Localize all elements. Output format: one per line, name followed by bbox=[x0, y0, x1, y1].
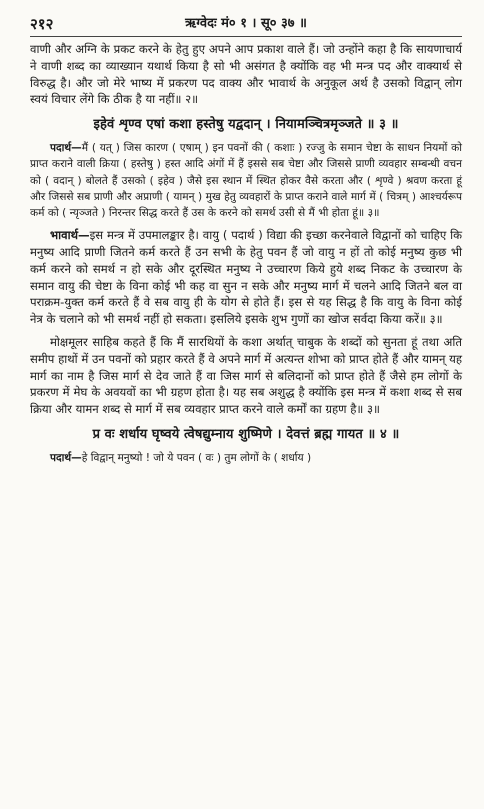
running-title: ऋग्वेदः मं० १ । सू० ३७ ॥ bbox=[185, 16, 307, 31]
padartha-text: हे विद्वान् मनुष्यो ! जो ये पवन ( वः ) तुम लोगों के ( शर्धाय ) bbox=[81, 451, 312, 464]
page-number: २१२ bbox=[30, 15, 54, 33]
commentary-paragraph-2: मोक्षमूलर साहिब कहते हैं कि मैं सारथियों के कशा अर्थात् चाबुक के शब्दों को सुनता हूं तथा अति समीप हाथों में उन पवनों को प्रहार करते हैं वे अपने मार्ग में अत्यन्त शोभा को प्राप्त होते हैं और यामन् यह मार्ग का नाम है जिस मार्ग से देव जाते हैं वा जिस मार्ग से बलिदानों को प्राप्त होते हैं जैसे हम लोगों के प्रकरण में मेघ के अवयवों का भी ग्रहण होता है। यह सब अशुद्ध है क्योंकि इस मन्त्र में कशा शब्द से सब क्रिया और यामन शब्द से मार्ग में सब व्यवहार प्राप्त करने वाले कर्मों का ग्रहण है॥ ३॥ bbox=[30, 334, 462, 417]
padartha-label: पदार्थ— bbox=[50, 142, 82, 155]
page bbox=[30, 8, 462, 803]
bhavartha-text: इस मन्त्र में उपमालङ्कार है। वायु ( पदार्थ ) विद्या की इच्छा करनेवाले विद्वानों को चाहिए कि मनुष्य आदि प्राणी जितने कर्म करते हैं उन सभी के हेतु पवन हैं जो वायु न हों तो कोई मनुष्य कुछ भी कर्म करने को समर्थ न हो सके और दूरस्थित मनुष्य ने उच्चारण किये हुये शब्द निकट के उच्चारण के समान वायु की चेष्टा के विना कोई भी कह वा सुन न सके और मनुष्य मार्ग में चलने आदि जितने बल वा पराक्रम-युक्त कर्म करते हैं वे सब वायु ही के योग से होते हैं। इस से यह सिद्ध है कि वायु के विना कोई नेत्र के चलाने को भी समर्थ नहीं हो सकता। इसलिये इसके शुभ गुणों का खोज सर्वदा किया करें॥ ३॥ bbox=[30, 228, 462, 327]
padartha-verse-4 bbox=[30, 450, 462, 466]
bhavartha-verse-3 bbox=[30, 227, 462, 328]
padartha-text: मैं ( यत् ) जिस कारण ( एषाम् ) इन पवनों की ( कशाः ) रज्जु के समान चेष्टा के साधन नियमों को प्राप्त कराने वाली क्रिया ( हस्तेषु ) हस्त आदि अंगों में हैं इससे सब चेष्टा और जिससे प्राणी व्यवहार सम्बन्धी वचन को ( वदान् ) बोलते हैं उसको ( इहेव ) जैसे इस स्थान में स्थित होकर वैसे करता और ( शृण्वे ) श्रवण करता हूं और जिससे सब प्राणी और अप्राणी ( यामन् ) मुख हेतु व्यवहारों के प्राप्त कराने वाले मार्ग में ( चित्रम् ) आश्चर्यरूप कर्म को ( न्यृञ्जते ) निरन्तर सिद्ध करते हैं उस के करने को समर्थ उसी से मैं भी होता हूं॥ ३॥ bbox=[30, 142, 462, 219]
padartha-label: पदार्थ— bbox=[50, 451, 82, 464]
mantra-verse-4: प्र वः शर्धाय घृष्वये त्वेषद्युम्नाय शुष्मिणे । देवत्तं ब्रह्म गायत ॥ ४ ॥ bbox=[92, 426, 400, 442]
padartha-verse-3 bbox=[30, 140, 462, 221]
mantra-verse-3: इहेवं शृण्व एषां कशा हस्तेषु यद्वदान् । नियामञ्चित्रमृञ्जते ॥ ३ ॥ bbox=[93, 117, 399, 133]
commentary-paragraph-1: वाणी और अग्नि के प्रकट करने के हेतु हुए अपने आप प्रकाश वाले हैं। जो उन्होंने कहा है कि सायणाचार्य ने वाणी शब्द का व्याख्यान यथार्थ किया है सो भी असंगत है क्योंकि वह भी मन्त्र पद और वाक्यार्थ से विरुद्ध है। और जो मेरे भाष्य में प्रकरण पद वाक्य और भावार्थ के अनुकूल अर्थ है उसको विद्वान् लोग स्वयं विचार लेंगे कि ठीक है या नहीं॥ २॥ bbox=[30, 42, 462, 107]
bhavartha-label: भावार्थ— bbox=[50, 228, 90, 243]
page-header bbox=[30, 8, 462, 37]
